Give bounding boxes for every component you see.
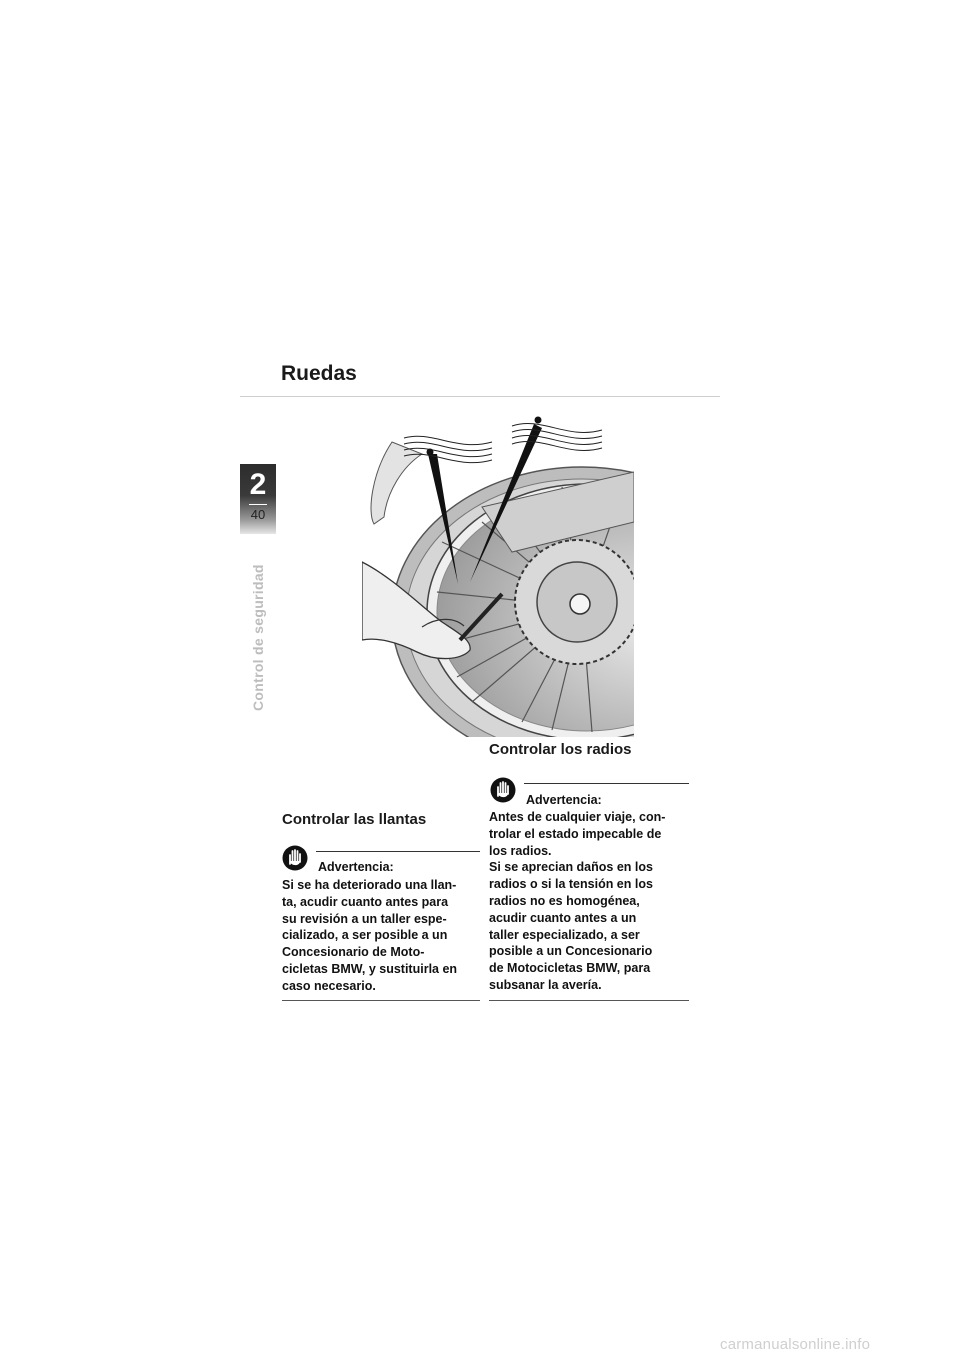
watermark: carmanualsonline.info — [720, 1336, 871, 1353]
warning-text-rims — [282, 877, 482, 995]
warning-line: caso necesario. — [282, 978, 376, 993]
warning-end-divider — [282, 1000, 480, 1001]
warning-line: acudir cuanto antes a un — [489, 910, 637, 925]
chapter-divider — [249, 504, 267, 505]
section-heading-rims: Controlar las llantas — [282, 811, 427, 828]
stop-hand-icon — [490, 777, 516, 803]
rear-wheel-spokes-illustration — [362, 412, 634, 737]
warning-line: posible a un Concesionario — [489, 944, 653, 959]
warning-label: Advertencia: — [526, 793, 602, 807]
stop-hand-icon — [282, 845, 308, 871]
warning-line: radios no es homogénea, — [489, 893, 640, 908]
section-heading-spokes: Controlar los radios — [489, 741, 632, 758]
warning-line: Antes de cualquier viaje, con- — [489, 810, 666, 824]
warning-label: Advertencia: — [318, 860, 394, 874]
warning-line: de Motocicletas BMW, para — [489, 961, 651, 976]
title-divider — [240, 396, 720, 397]
warning-line: cicletas BMW, y sustituirla en — [282, 961, 458, 976]
warning-line: Si se aprecian daños en los — [489, 860, 653, 875]
warning-line: trolar el estado impecable de — [489, 826, 662, 841]
section-side-label: Control de seguridad — [250, 564, 266, 711]
warning-line: Concesionario de Moto- — [282, 945, 425, 960]
warning-line: taller especializado, a ser — [489, 927, 640, 942]
warning-line: ta, acudir cuanto antes para — [282, 894, 449, 909]
warning-line: los radios. — [489, 843, 552, 858]
warning-text-spokes — [489, 809, 689, 994]
warning-line: su revisión a un taller espe- — [282, 911, 447, 926]
warning-line: subsanar la avería. — [489, 977, 602, 992]
warning-divider — [316, 851, 480, 852]
warning-end-divider — [489, 1000, 689, 1001]
chapter-tab — [240, 464, 276, 534]
warning-line: cializado, a ser posible a un — [282, 928, 448, 943]
warning-line: Si se ha deteriorado una llan- — [282, 878, 457, 892]
page-title: Ruedas — [281, 362, 357, 385]
warning-line: radios o si la tensión en los — [489, 877, 653, 892]
chapter-number: 2 — [249, 468, 267, 501]
warning-divider — [524, 783, 689, 784]
page-number: 40 — [250, 507, 266, 522]
